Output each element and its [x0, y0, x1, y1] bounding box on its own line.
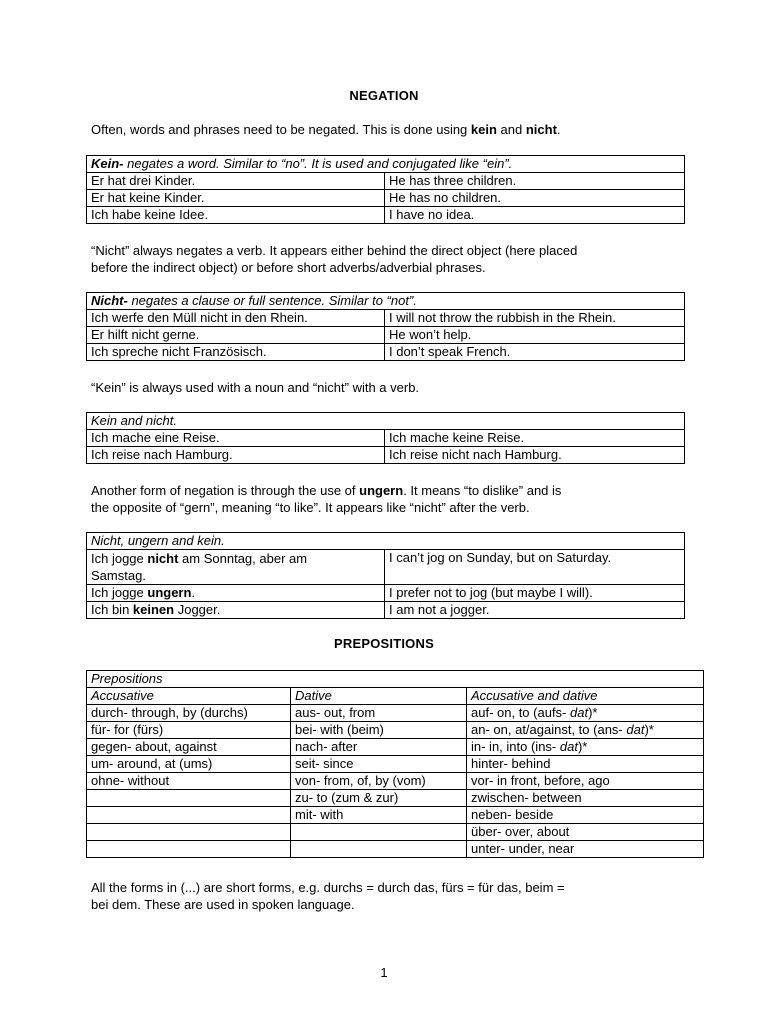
table-cell: vor- in front, before, ago [467, 773, 704, 790]
table-row [87, 327, 685, 344]
table-row [87, 602, 685, 619]
table-row [87, 841, 704, 858]
column-header-dative: Dative [291, 688, 467, 705]
table-cell [87, 841, 291, 858]
table-caption-row [87, 533, 685, 550]
kein-paragraph: “Kein” is always used with a noun and “nicht” with a verb. [91, 380, 420, 395]
table-nicht-ungern-kein [86, 532, 685, 619]
ungern-paragraph: Another form of negation is through the use of ungern. It means “to dislike” and is the opposite of “gern”, meaning “to like”. It appears like “nicht” after the verb. [91, 483, 562, 515]
table-cell: Ich mache keine Reise. [385, 430, 685, 447]
table-cell: auf- on, to (aufs- dat)* [467, 705, 704, 722]
negation-heading: NEGATION [349, 88, 419, 103]
column-header-accusative: Accusative [87, 688, 291, 705]
table-cell: Ich jogge ungern. [87, 585, 385, 602]
table-cell: He has three children. [385, 173, 685, 190]
table-cell [87, 824, 291, 841]
table-row [87, 173, 685, 190]
table-cell: in- in, into (ins- dat)* [467, 739, 704, 756]
table-caption-row [87, 413, 685, 430]
table-kein [86, 155, 685, 224]
table-row [87, 310, 685, 327]
page-number: 1 [380, 965, 388, 980]
table-cell: He has no children. [385, 190, 685, 207]
table-cell: Ich spreche nicht Französisch. [87, 344, 385, 361]
table-cell: mit- with [291, 807, 467, 824]
table-cell: hinter- behind [467, 756, 704, 773]
table-row [87, 705, 704, 722]
table-cell: bei- with (beim) [291, 722, 467, 739]
table-cell: unter- under, near [467, 841, 704, 858]
table-caption: Nicht, ungern and kein. [87, 533, 685, 550]
table-cell [87, 790, 291, 807]
table-cell: Er hat drei Kinder. [87, 173, 385, 190]
table-cell: He won’t help. [385, 327, 685, 344]
table-cell: zu- to (zum & zur) [291, 790, 467, 807]
keyword-ungern: ungern [359, 483, 404, 498]
table-cell: I have no idea. [385, 207, 685, 224]
table-cell: I will not throw the rubbish in the Rhein. [385, 310, 685, 327]
table-caption: Kein and nicht. [87, 413, 685, 430]
table-cell: ohne- without [87, 773, 291, 790]
table-row [87, 807, 704, 824]
table-cell: Ich habe keine Idee. [87, 207, 385, 224]
table-cell: an- on, at/against, to (ans- dat)* [467, 722, 704, 739]
negation-intro: Often, words and phrases need to be negated. This is done using kein and nicht. [91, 122, 561, 137]
table-cell: von- from, of, by (vom) [291, 773, 467, 790]
table-cell: I am not a jogger. [385, 602, 685, 619]
table-cell: Ich reise nicht nach Hamburg. [385, 447, 685, 464]
table-caption-row [87, 293, 685, 310]
table-caption-row [87, 156, 685, 173]
table-cell: Ich bin keinen Jogger. [87, 602, 385, 619]
table-cell: Ich jogge nicht am Sonntag, aber am Samstag. [87, 550, 385, 585]
table-row [87, 585, 685, 602]
table-header-row [87, 688, 704, 705]
table-caption: Prepositions [87, 671, 704, 688]
table-cell: I prefer not to jog (but maybe I will). [385, 585, 685, 602]
table-kein-and-nicht [86, 412, 685, 464]
table-cell: neben- beside [467, 807, 704, 824]
table-cell: Ich reise nach Hamburg. [87, 447, 385, 464]
table-prepositions [86, 670, 704, 858]
column-header-accusative-and-dative: Accusative and dative [467, 688, 704, 705]
keyword-kein: kein [470, 122, 497, 137]
table-row [87, 207, 685, 224]
table-cell: seit- since [291, 756, 467, 773]
table-cell: I can’t jog on Sunday, but on Saturday. [385, 550, 685, 585]
table-cell: um- around, at (ums) [87, 756, 291, 773]
table-cell: aus- out, from [291, 705, 467, 722]
table-row [87, 430, 685, 447]
table-cell: gegen- about, against [87, 739, 291, 756]
nicht-paragraph: “Nicht” always negates a verb. It appears either behind the direct object (here placed before the indirect object) or before short adverbs/adverbial phrases. [91, 243, 578, 275]
table-row [87, 722, 704, 739]
table-cell [291, 841, 467, 858]
table-row [87, 190, 685, 207]
table-row [87, 447, 685, 464]
table-cell: über- over, about [467, 824, 704, 841]
table-cell [291, 824, 467, 841]
table-row [87, 756, 704, 773]
table-row [87, 824, 704, 841]
table-row [87, 773, 704, 790]
prepositions-heading: PREPOSITIONS [334, 636, 434, 651]
table-nicht [86, 292, 685, 361]
table-cell: durch- through, by (durchs) [87, 705, 291, 722]
table-caption: Kein- negates a word. Similar to “no”. It is used and conjugated like “ein”. [87, 156, 685, 173]
table-cell: nach- after [291, 739, 467, 756]
table-cell: Er hat keine Kinder. [87, 190, 385, 207]
table-caption: Nicht- negates a clause or full sentence. Similar to “not”. [87, 293, 685, 310]
table-cell: Er hilft nicht gerne. [87, 327, 385, 344]
table-row [87, 739, 704, 756]
short-forms-paragraph: All the forms in (...) are short forms, e.g. durchs = durch das, fürs = für das, beim = bei dem. These are used in spoken language. [91, 880, 565, 912]
table-cell: für- for (fürs) [87, 722, 291, 739]
keyword-nicht: nicht [525, 122, 557, 137]
table-cell [87, 807, 291, 824]
table-caption-row [87, 671, 704, 688]
table-row [87, 344, 685, 361]
table-cell: zwischen- between [467, 790, 704, 807]
table-row [87, 790, 704, 807]
table-cell: Ich mache eine Reise. [87, 430, 385, 447]
table-cell: Ich werfe den Müll nicht in den Rhein. [87, 310, 385, 327]
table-cell: I don’t speak French. [385, 344, 685, 361]
table-row [87, 550, 685, 585]
